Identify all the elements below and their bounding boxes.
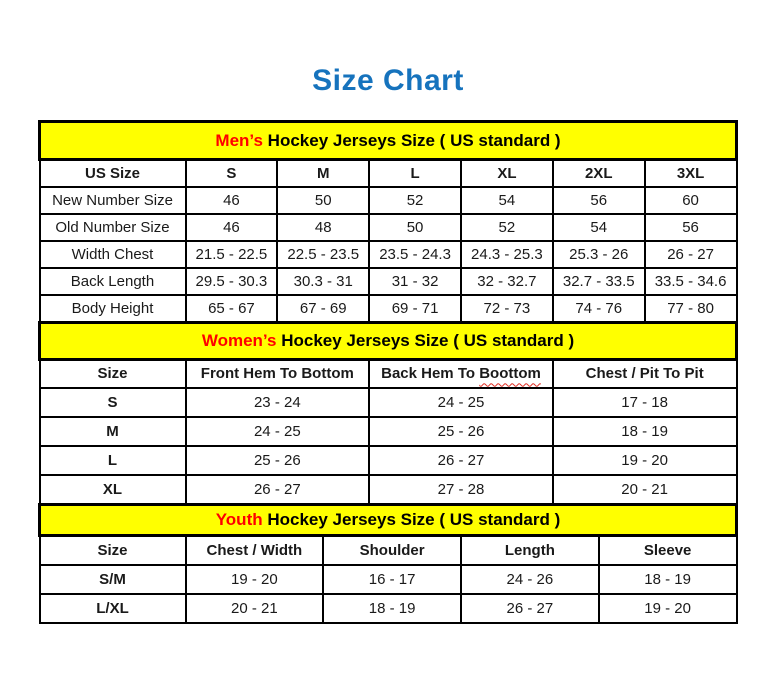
size-chart-tables [38, 120, 738, 624]
mens-size-table [38, 120, 738, 323]
column-header: Front Hem To Bottom [186, 359, 370, 388]
table-cell: 23 - 24 [186, 388, 370, 417]
womens-section-title-text: Hockey Jerseys Size ( US standard ) [276, 330, 575, 350]
table-cell: 46 [186, 214, 278, 241]
column-header-text: Back Hem To [381, 365, 480, 383]
table-cell: 25 - 26 [186, 446, 370, 475]
column-header [369, 359, 553, 388]
mens-section-title-accent: Men’s [215, 130, 263, 150]
table-cell: 19 - 20 [553, 446, 737, 475]
column-header: S [186, 160, 278, 187]
size-cell: S [40, 388, 186, 417]
table-cell: 24 - 25 [186, 417, 370, 446]
table-cell: 46 [186, 187, 278, 214]
table-cell: 26 - 27 [186, 475, 370, 504]
table-cell: 25 - 26 [369, 417, 553, 446]
youth-section-header-row [40, 505, 737, 536]
table-cell: 69 - 71 [369, 295, 461, 322]
table-row [40, 475, 737, 504]
column-header: XL [461, 160, 553, 187]
column-header: 2XL [553, 160, 645, 187]
table-row [40, 187, 737, 214]
table-cell: 56 [553, 187, 645, 214]
table-row [40, 241, 737, 268]
size-cell: XL [40, 475, 186, 504]
row-label: Back Length [40, 268, 186, 295]
table-cell: 52 [461, 214, 553, 241]
size-cell: L/XL [40, 594, 186, 623]
table-cell: 54 [461, 187, 553, 214]
youth-section-title-accent: Youth [215, 510, 263, 529]
table-cell: 16 - 17 [323, 565, 461, 594]
table-row [40, 446, 737, 475]
table-cell: 60 [645, 187, 737, 214]
table-cell: 24 - 26 [461, 565, 599, 594]
table-cell: 52 [369, 187, 461, 214]
table-cell: 65 - 67 [186, 295, 278, 322]
row-label: New Number Size [40, 187, 186, 214]
column-header: US Size [40, 160, 186, 187]
table-cell: 19 - 20 [599, 594, 737, 623]
table-row [40, 214, 737, 241]
table-cell: 24.3 - 25.3 [461, 241, 553, 268]
page-title: Size Chart [312, 64, 464, 97]
misspelled-word: Boottom [479, 365, 541, 383]
mens-section-title-text: Hockey Jerseys Size ( US standard ) [262, 130, 561, 150]
table-cell: 77 - 80 [645, 295, 737, 322]
womens-section-title-accent: Women’s [201, 330, 277, 350]
womens-size-table [38, 321, 738, 506]
youth-column-header-row [40, 536, 737, 565]
table-cell: 21.5 - 22.5 [186, 241, 278, 268]
table-cell: 18 - 19 [553, 417, 737, 446]
womens-section-header-row [40, 322, 737, 359]
column-header: Size [40, 359, 186, 388]
size-cell: L [40, 446, 186, 475]
youth-section-title-text: Hockey Jerseys Size ( US standard ) [262, 510, 561, 529]
table-cell: 48 [277, 214, 369, 241]
table-cell: 26 - 27 [369, 446, 553, 475]
mens-section-header-row [40, 122, 737, 160]
table-cell: 29.5 - 30.3 [186, 268, 278, 295]
table-cell: 25.3 - 26 [553, 241, 645, 268]
table-cell: 56 [645, 214, 737, 241]
table-cell: 54 [553, 214, 645, 241]
table-cell: 20 - 21 [553, 475, 737, 504]
womens-section-header [40, 322, 737, 359]
column-header: Length [461, 536, 599, 565]
table-cell: 24 - 25 [369, 388, 553, 417]
size-cell: M [40, 417, 186, 446]
table-cell: 32.7 - 33.5 [553, 268, 645, 295]
table-cell: 26 - 27 [461, 594, 599, 623]
table-row [40, 417, 737, 446]
row-label: Body Height [40, 295, 186, 322]
column-header: Chest / Width [186, 536, 324, 565]
table-cell: 50 [369, 214, 461, 241]
youth-section-header [40, 505, 737, 536]
table-row [40, 388, 737, 417]
table-cell: 18 - 19 [599, 565, 737, 594]
column-header: M [277, 160, 369, 187]
table-cell: 32 - 32.7 [461, 268, 553, 295]
table-row [40, 565, 737, 594]
row-label: Old Number Size [40, 214, 186, 241]
table-cell: 22.5 - 23.5 [277, 241, 369, 268]
womens-column-header-row [40, 359, 737, 388]
table-cell: 17 - 18 [553, 388, 737, 417]
youth-size-table [38, 503, 738, 624]
table-cell: 50 [277, 187, 369, 214]
mens-section-header [40, 122, 737, 160]
table-cell: 20 - 21 [186, 594, 324, 623]
column-header: Sleeve [599, 536, 737, 565]
table-row [40, 268, 737, 295]
size-cell: S/M [40, 565, 186, 594]
column-header: Size [40, 536, 186, 565]
table-cell: 74 - 76 [553, 295, 645, 322]
table-cell: 30.3 - 31 [277, 268, 369, 295]
table-cell: 67 - 69 [277, 295, 369, 322]
table-row [40, 594, 737, 623]
table-row [40, 295, 737, 322]
table-cell: 26 - 27 [645, 241, 737, 268]
column-header: Shoulder [323, 536, 461, 565]
column-header: 3XL [645, 160, 737, 187]
column-header: Chest / Pit To Pit [553, 359, 737, 388]
table-cell: 72 - 73 [461, 295, 553, 322]
table-cell: 27 - 28 [369, 475, 553, 504]
table-cell: 19 - 20 [186, 565, 324, 594]
table-cell: 31 - 32 [369, 268, 461, 295]
table-cell: 18 - 19 [323, 594, 461, 623]
mens-column-header-row [40, 160, 737, 187]
row-label: Width Chest [40, 241, 186, 268]
column-header: L [369, 160, 461, 187]
table-cell: 23.5 - 24.3 [369, 241, 461, 268]
table-cell: 33.5 - 34.6 [645, 268, 737, 295]
